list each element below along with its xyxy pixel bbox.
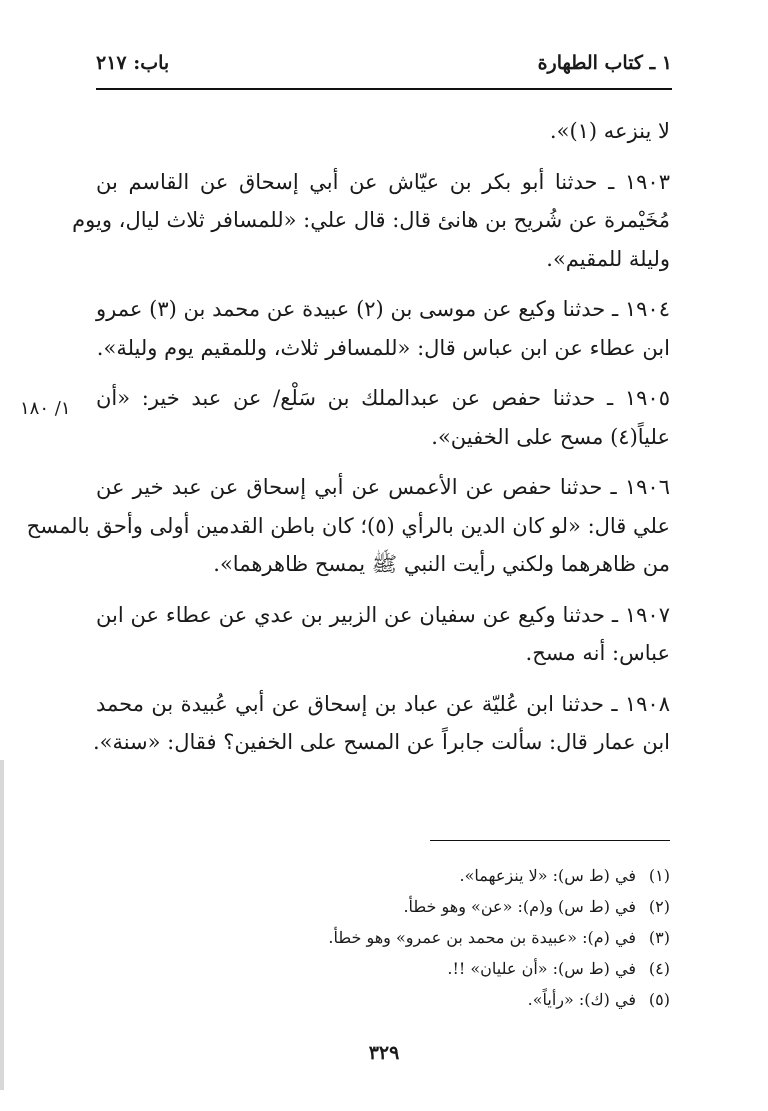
hadith-1903: [72, 163, 670, 279]
hadith-1908: [92, 685, 670, 762]
footnotes: [170, 860, 670, 1015]
footnote-number: (٢): [648, 897, 670, 916]
page-number: ٣٢٩: [368, 1042, 400, 1064]
paragraph-continuation: [96, 112, 670, 151]
header-divider: [96, 88, 672, 90]
footnote: [170, 891, 670, 922]
footnote-number: (٥): [648, 990, 670, 1009]
hadith-1907: [96, 596, 670, 673]
footnote-divider: [430, 840, 670, 841]
text-line: من ظاهرهما ولكني رأيت النبي ﷺ يمسح ظاهرهما».: [213, 552, 670, 576]
footnote-text: في (ط س): «لا ينزعهما».: [459, 866, 636, 885]
text-line: ١٩٠٤ ـ حدثنا وكيع عن موسى بن (٢) عبيدة عن محمد بن (٣) عمرو: [96, 297, 670, 321]
running-header: [96, 46, 672, 86]
margin-reference: ١/ ١٨٠: [20, 398, 71, 419]
hadith-1904: [96, 290, 670, 367]
footnote-text: في (ط س): «أن عليان» !!.: [447, 959, 636, 978]
footnote: [170, 953, 670, 984]
footnote-text: في (م): «عبيدة بن محمد بن عمرو» وهو خطأ.: [328, 928, 636, 947]
footnote: [170, 860, 670, 891]
text-line: وليلة للمقيم».: [546, 246, 670, 271]
book-title: ١ ـ كتاب الطهارة: [537, 52, 672, 74]
footnote-text: في (ط س) و(م): «عن» وهو خطأ.: [403, 897, 636, 916]
text-line: علي قال: «لو كان الدين بالرأي (٥)؛ كان باطن القدمين أولى وأحق بالمسح: [26, 513, 670, 538]
text-line: ابن عمار قال: سألت جابراً عن المسح على الخفين؟ فقال: «سنة».: [92, 730, 670, 754]
text-line: ١٩٠٧ ـ حدثنا وكيع عن سفيان عن الزبير بن عدي عن عطاء عن ابن: [96, 602, 670, 627]
footnote-number: (٤): [648, 959, 670, 978]
hadith-1906: [26, 468, 670, 584]
footnote-number: (٣): [648, 928, 670, 947]
text-line: ١٩٠٥ ـ حدثنا حفص عن عبدالملك بن سَلْع/ عن عبد خير: «أن: [96, 386, 670, 410]
text-line: ١٩٠٨ ـ حدثنا ابن عُليّة عن عباد بن إسحاق عن أبي عُبيدة بن محمد: [96, 691, 670, 716]
text-line: ابن عطاء عن ابن عباس قال: «للمسافر ثلاث، وللمقيم يوم وليلة».: [96, 335, 670, 360]
hadith-1905: [96, 379, 670, 456]
scan-edge: [0, 760, 4, 1090]
text-line: مُخَيْمرة عن شُريح بن هانئ قال: قال علي: «للمسافر ثلاث ليال، ويوم: [72, 208, 670, 232]
chapter-number: باب: ٢١٧: [96, 52, 170, 74]
text-line: لا ينزعه (١)».: [549, 119, 670, 143]
text-line: علياً(٤) مسح على الخفين».: [431, 424, 670, 449]
text-line: ١٩٠٣ ـ حدثنا أبو بكر بن عيّاش عن أبي إسحاق عن القاسم بن: [96, 169, 670, 194]
text-line: ١٩٠٦ ـ حدثنا حفص عن الأعمس عن أبي إسحاق عن عبد خير عن: [96, 475, 670, 499]
footnote: [170, 922, 670, 953]
text-line: عباس: أنه مسح.: [525, 641, 670, 665]
footnote: [170, 984, 670, 1015]
footnote-number: (١): [648, 866, 670, 885]
footnote-text: في (ك): «رأياً».: [527, 990, 636, 1009]
